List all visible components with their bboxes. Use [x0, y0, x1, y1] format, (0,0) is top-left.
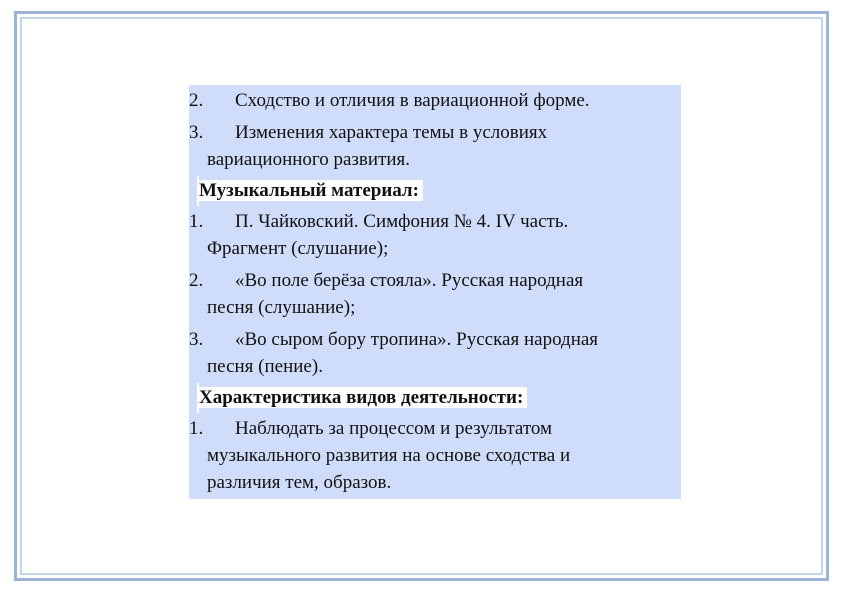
list-text: музыкального развития на основе сходства и	[207, 445, 571, 466]
list-item	[189, 413, 681, 499]
list-number: 2.	[189, 90, 204, 111]
list-text: Фрагмент (слушание);	[207, 238, 389, 259]
heading-text: Музыкальный материал:	[199, 180, 423, 201]
list-item	[189, 265, 681, 324]
list-text: «Во сыром бору тропина». Русская народная	[235, 329, 599, 350]
list-text: Изменения характера темы в условиях	[235, 122, 548, 143]
list-text: «Во поле берёза стояла». Русская народная	[235, 270, 584, 291]
list-item	[189, 85, 681, 117]
list-text: различия тем, образов.	[207, 472, 392, 493]
heading-text: Характеристика видов деятельности:	[199, 387, 527, 408]
list-text: П. Чайковский. Симфония № 4. IV часть.	[235, 211, 569, 232]
list-text: песня (пение).	[207, 356, 323, 377]
list-text: Сходство и отличия в вариационной форме.	[235, 90, 590, 111]
list-number: 3.	[189, 122, 204, 143]
list-number: 1.	[189, 418, 204, 439]
list-number: 1.	[189, 211, 204, 232]
list-text: песня (слушание);	[207, 297, 356, 318]
slide-content	[189, 85, 681, 499]
list-text: Наблюдать за процессом и результатом	[235, 418, 553, 439]
list-item	[189, 324, 681, 383]
list-number: 2.	[189, 270, 204, 291]
section-heading-activity	[189, 383, 681, 413]
section-heading-material	[189, 176, 681, 206]
list-text: вариационного развития.	[207, 149, 411, 170]
list-number: 3.	[189, 329, 204, 350]
list-item	[189, 117, 681, 176]
list-item	[189, 206, 681, 265]
